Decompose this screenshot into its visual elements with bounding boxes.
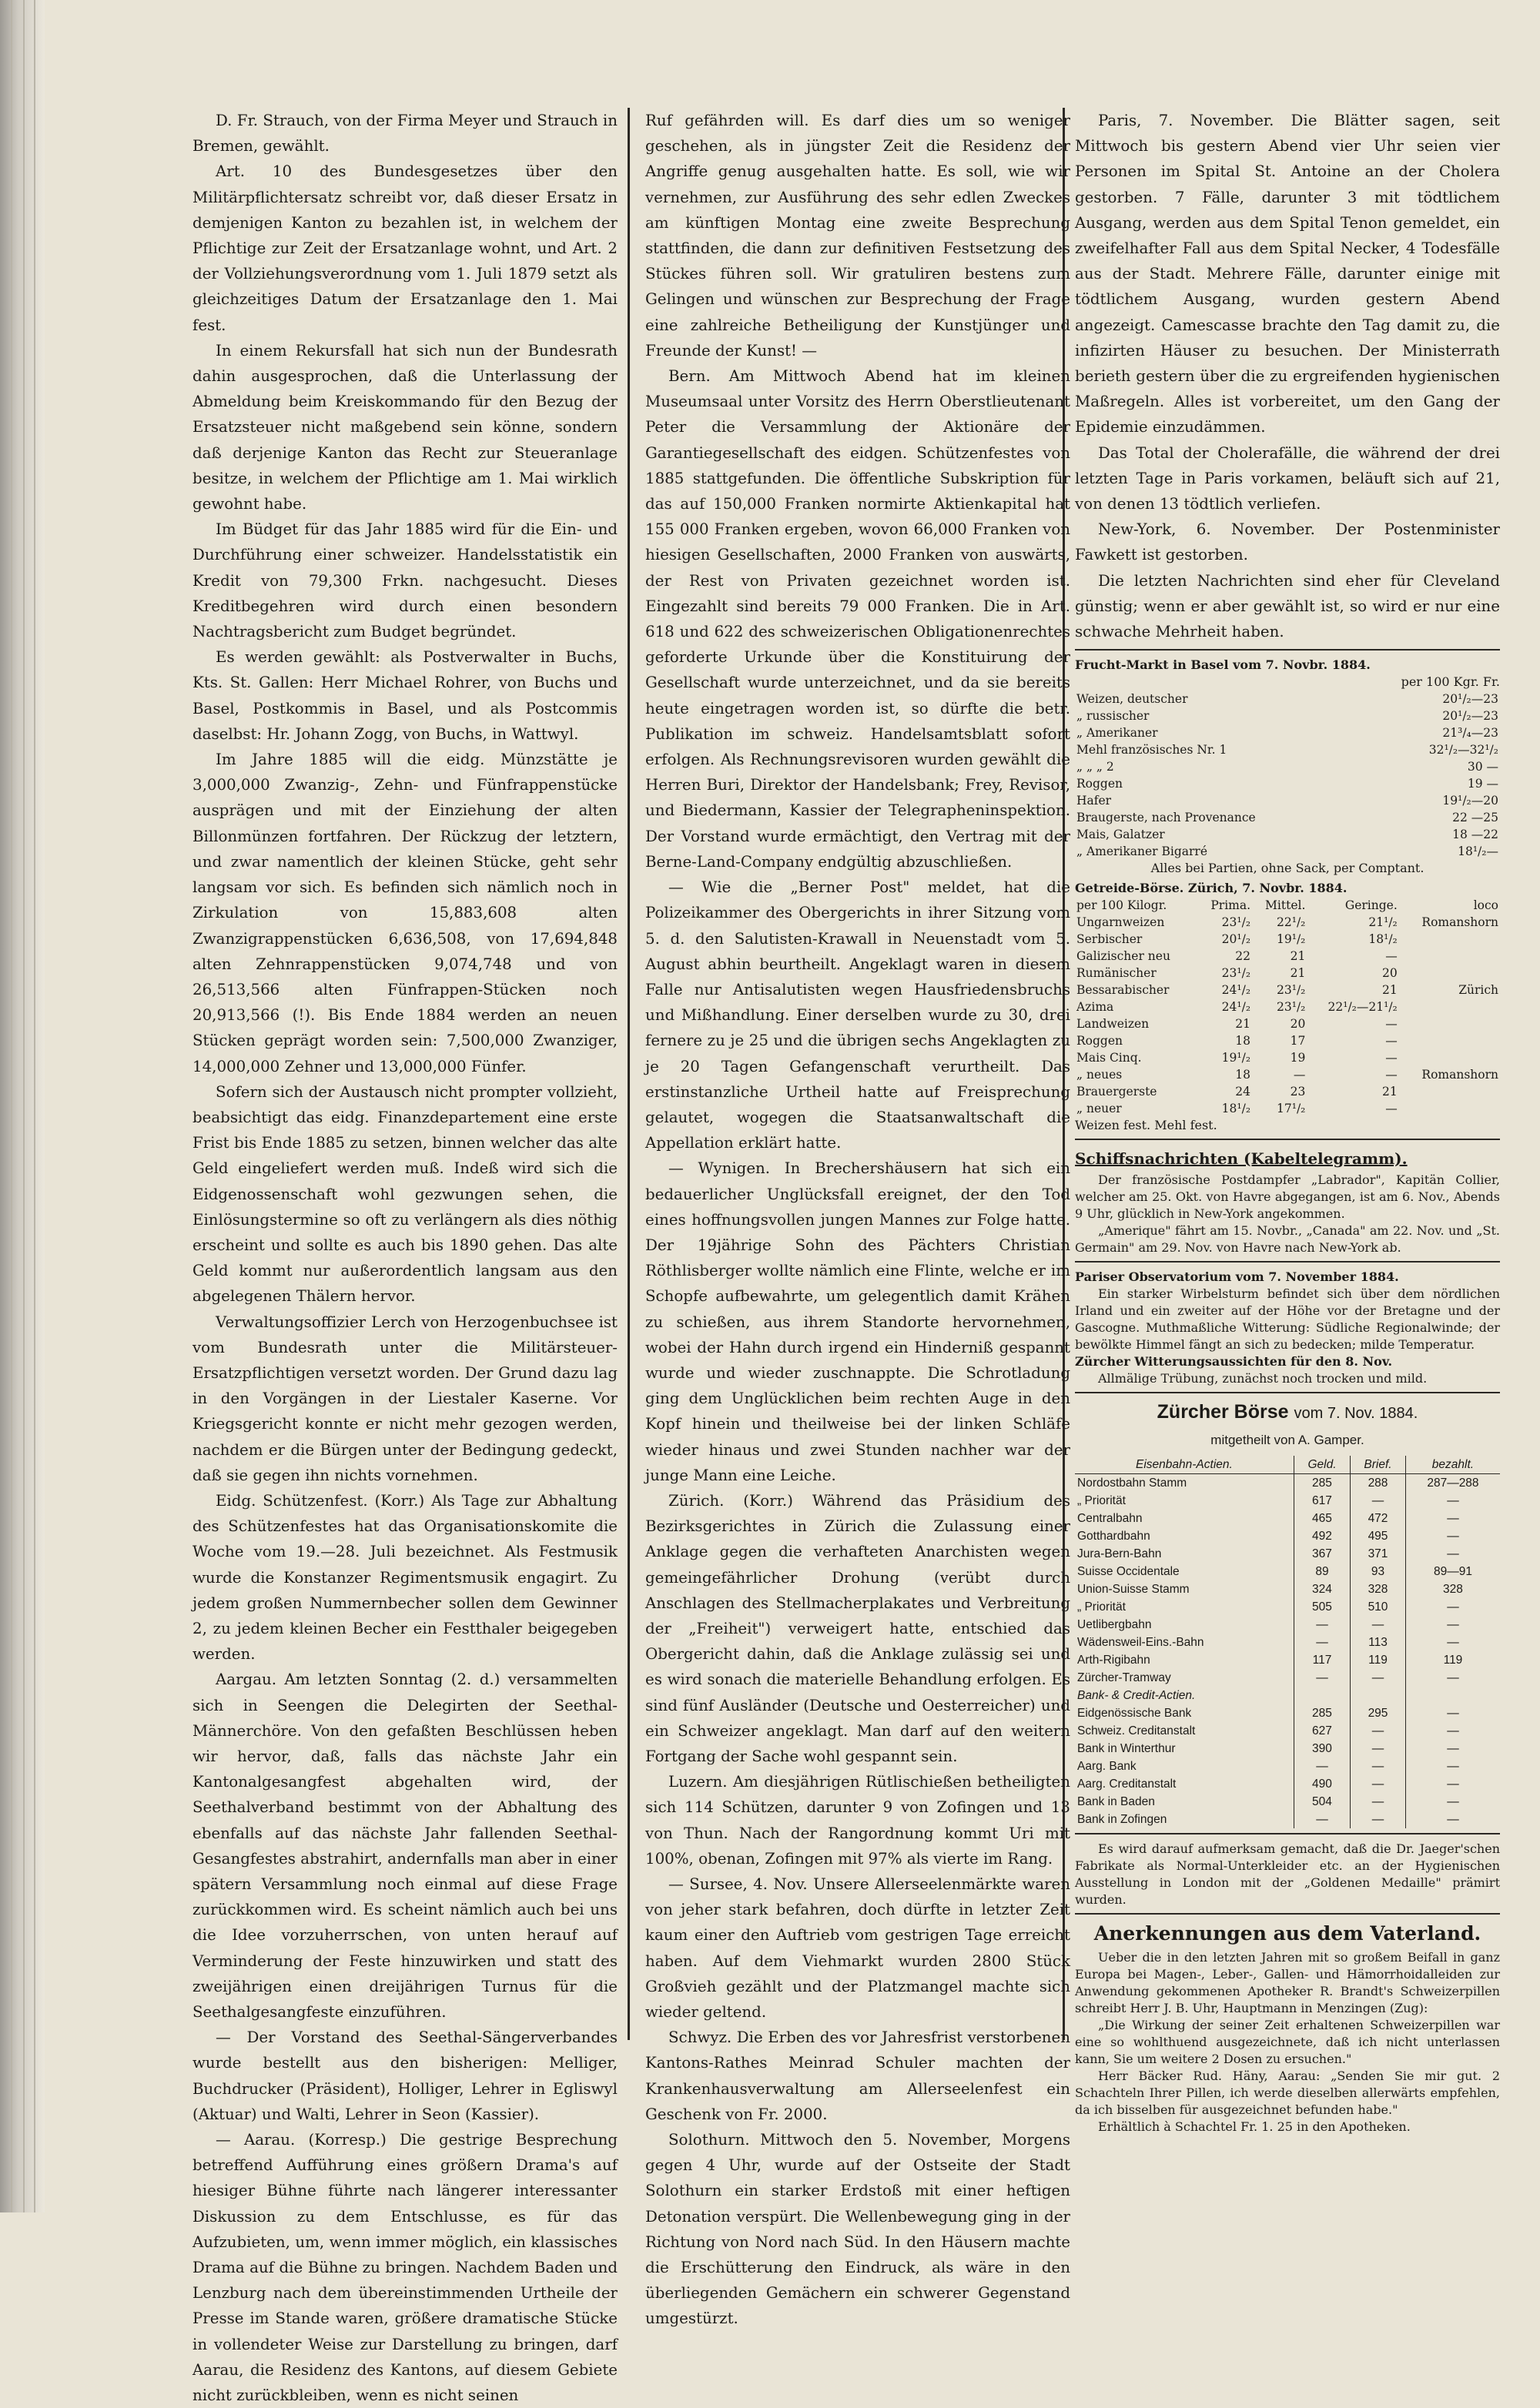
getreide-cell xyxy=(1399,1083,1500,1100)
boerse-cell: — xyxy=(1447,1794,1459,1808)
boerse-row xyxy=(1075,1775,1500,1793)
article-paragraph: — Wynigen. In Brechershäusern hat sich ein bedauerlicher Unglücksfall ereignet, der den Tod eines hoffnungsvollen jungen Mannes zur Folge hatte. Der 19jährige Sohn des Pächters Christian Röthlisberger wollte nämlich eine Flinte, welche er im Schopfe aufbewahrte, um gelegentlich damit Krähen zu schießen, aus ihrem Standorte hervornehmen, wobei der Hahn durch irgend ein Hinderniß gespannt wurde und wieder zuschnappte. Die Schrotladung ging dem Unglücklichen beim rechten Auge in den Kopf hinein und theilweise bei der linken Schläfe wieder hinaus und zwei Stunden nachher war der junge Mann eine Leiche. xyxy=(645,1159,1070,1484)
article-paragraph: Aargau. Am letzten Sonntag (2. d.) versammelten sich in Seengen die Delegirten der Seethal-Männerchöre. Von den gefaßten Beschlüssen heben wir hervor, daß, falls das nächste Jahr ein Kantonalgesangfest abgehalten wird, der Seethalverband bestimmt von der Abhaltung des ebenfalls auf das nächste Jahr fallenden Seethal-Gesangfestes abstrahirt, andernfalls man aber in einer spätern Versammlung noch einmal auf diese Frage zurückkommen wird. Es scheint nämlich auch bei uns die Idee vorzuherrschen, von unten herauf auf Verminderung der Feste hinzuwirken und statt des zweijährigen einen dreijährigen Turnus für die Seethalgesangfeste einzuführen. xyxy=(192,1671,618,2022)
boerse-header-row xyxy=(1075,1456,1500,1474)
column-3 xyxy=(1075,108,1500,2186)
boerse-section-row xyxy=(1075,1687,1500,1704)
commodity-price: 18¹/₂— xyxy=(1458,844,1498,859)
commodity-name: Weizen, deutscher xyxy=(1076,692,1188,707)
anerkennungen-p1: Ueber die in den letzten Jahren mit so großem Beifall in ganz Europa bei Magen-, Leber-, Gallen- und Hämorrhoidalleiden zur Anwendung gekommenen Apotheker R. Brandt's Schweizerpillen schreibt Herr J. B. Uhr, Hauptmann in Menzingen (Zug): xyxy=(1075,1950,1500,2016)
article-paragraph: In einem Rekursfall hat sich nun der Bundesrath dahin ausgesprochen, daß die Unterlassung der Abmeldung beim Kreiskommando für den Bezug der Ersatzsteuer nicht maßgebend sein könne, sondern daß derjenige Kanton das Recht zur Steueranlage besitze, in welchem der Pflichtige am 1. Mai wirklich gewohnt habe. xyxy=(192,341,618,513)
boerse-cell: Arth-Rigibahn xyxy=(1075,1651,1294,1669)
separator xyxy=(1075,649,1500,650)
boerse-cell: 328 xyxy=(1351,1580,1406,1598)
witterung-title: Zürcher Witterungsaussichten für den 8. Nov. xyxy=(1075,1354,1393,1370)
article-paragraph: Luzern. Am diesjährigen Rütlischießen betheiligten sich 114 Schützen, darunter 9 von Zofingen und 13 von Thun. Nach der Rangordnung kommt Uri mit 100%, obenan, Zofingen mit 97% als vierte im Rang. xyxy=(645,1773,1070,1868)
getreide-cell: — xyxy=(1385,1017,1398,1032)
column-rule xyxy=(628,108,630,2040)
getreide-title: Getreide-Börse. Zürich, 7. Novbr. 1884. xyxy=(1075,881,1348,896)
boerse-cell: 505 xyxy=(1294,1598,1350,1616)
boerse-row xyxy=(1075,1563,1500,1580)
boerse-cell: — xyxy=(1351,1669,1406,1687)
getreide-row xyxy=(1075,1083,1500,1100)
getreide-cell: 22¹/₂ xyxy=(1277,915,1306,930)
getreide-header: Prima. xyxy=(1210,898,1251,913)
article-paragraph: Eidg. Schützenfest. (Korr.) Als Tage zur Abhaltung des Schützenfestes hat das Organisationskomite die Woche vom 19.—28. Juli bezeichnet. Als Festmusik wurde die Konstanzer Regimentsmusik engagirt. Zu jedem großen Nummernbecher sollen dem Gewinner 2, zu jedem kleinen Becher ein Festthaler beigegeben werden. xyxy=(192,1491,618,1664)
boerse-row xyxy=(1075,1811,1500,1828)
getreide-cell: 21 xyxy=(1290,966,1306,981)
getreide-cell: — xyxy=(1385,1034,1398,1048)
boerse-cell: 89—91 xyxy=(1433,1564,1472,1578)
boerse-cell: — xyxy=(1447,1635,1459,1649)
boerse-cell: 93 xyxy=(1351,1563,1406,1580)
getreide-cell: 24¹/₂ xyxy=(1221,983,1251,998)
commodity-name: „ Amerikaner xyxy=(1076,726,1158,741)
boerse-cell: 288 xyxy=(1351,1473,1406,1492)
getreide-cell: — xyxy=(1385,1068,1398,1082)
boerse-cell: 89 xyxy=(1294,1563,1350,1580)
boerse-cell: — xyxy=(1447,1547,1459,1560)
boerse-cell: — xyxy=(1447,1617,1459,1631)
fruchtmarkt-row xyxy=(1075,826,1500,843)
getreide-row xyxy=(1075,1032,1500,1049)
getreide-cell: 20 xyxy=(1382,966,1398,981)
boerse-cell: — xyxy=(1351,1775,1406,1793)
fruchtmarkt-row xyxy=(1075,707,1500,724)
boerse-cell: — xyxy=(1351,1811,1406,1828)
getreide-cell: Roggen xyxy=(1076,1034,1123,1048)
fruchtmarkt-title: Frucht-Markt in Basel vom 7. Novbr. 1884. xyxy=(1075,657,1371,673)
boerse-cell: — xyxy=(1447,1724,1459,1737)
article-paragraph: Zürich. (Korr.) Während das Präsidium des Bezirksgerichtes in Zürich die Zulassung einer Anklage gegen die verhafteten Anarchisten wegen gemeingefährlicher Drohung (verübt durch Anschlagen des Stellmacherplakates und Verbreitung der „Freiheit") verweigert hatte, entschied das Obergericht dahin, daß die Anklage zulässig sei und es wird sonach die materielle Behandlung erfolgen. Es sind fünf Ausländer (Deutsche und Oesterreicher) und ein Schweizer angeklagt. Man darf auf den weitern Fortgang der Sache wohl gespannt sein. xyxy=(645,1491,1070,1765)
boerse-cell: 617 xyxy=(1294,1492,1350,1510)
commodity-price: 30 — xyxy=(1467,760,1498,774)
boerse-cell: — xyxy=(1447,1493,1459,1507)
boerse-cell: Gotthardbahn xyxy=(1075,1527,1294,1545)
commodity-price: 18 —22 xyxy=(1452,828,1498,842)
schiff-text-2: „Amerique" fährt am 15. Novbr., „Canada" am 22. Nov. und „St. Germain" am 29. Nov. von Havre nach New-York ab. xyxy=(1075,1223,1500,1256)
fruchtmarkt-row xyxy=(1075,809,1500,826)
boerse-row xyxy=(1075,1740,1500,1758)
getreide-header: loco xyxy=(1473,898,1498,913)
getreide-cell: 23¹/₂ xyxy=(1277,983,1306,998)
commodity-name: „ russischer xyxy=(1076,709,1150,724)
getreide-cell: — xyxy=(1385,1102,1398,1116)
boerse-cell: 472 xyxy=(1351,1510,1406,1527)
boerse-cell: Centralbahn xyxy=(1075,1510,1294,1527)
commodity-price: 19¹/₂—20 xyxy=(1442,794,1498,808)
boerse-row xyxy=(1075,1758,1500,1775)
boerse-row xyxy=(1075,1598,1500,1616)
getreide-row xyxy=(1075,998,1500,1015)
getreide-cell: Rumänischer xyxy=(1076,966,1157,981)
fruchtmarkt-unit: per 100 Kgr. Fr. xyxy=(1401,674,1500,690)
boerse-cell: 504 xyxy=(1294,1793,1350,1811)
observatorium-title: Pariser Observatorium vom 7. November 1884. xyxy=(1075,1269,1399,1285)
anerkennungen-p2: „Die Wirkung der seiner Zeit erhaltenen Schweizerpillen war eine so wohlthuend ausgezeichnete, daß ich nicht unterlassen kann, Sie um weitere 2 Dosen zu ersuchen." xyxy=(1075,2018,1500,2067)
commodity-price: 32¹/₂—32¹/₂ xyxy=(1428,743,1498,758)
getreide-cell: 24¹/₂ xyxy=(1221,1000,1251,1015)
getreide-cell: 18 xyxy=(1235,1034,1251,1048)
boerse-cell: 367 xyxy=(1294,1545,1350,1563)
commodity-name: Mehl französisches Nr. 1 xyxy=(1076,743,1227,758)
getreide-row xyxy=(1075,965,1500,982)
commodity-name: „ Amerikaner Bigarré xyxy=(1076,844,1208,859)
getreide-cell xyxy=(1399,1032,1500,1049)
boerse-cell: 324 xyxy=(1294,1580,1350,1598)
boerse-row xyxy=(1075,1616,1500,1634)
getreide-cell: 24 xyxy=(1235,1085,1251,1099)
boerse-row xyxy=(1075,1669,1500,1687)
article-paragraph: Ruf gefährden will. Es darf dies um so weniger geschehen, als in jüngster Zeit die Residenz der Angriffe genug ausgehalten hatte. Es soll, wie wir vernehmen, zur Ausführung des sehr edlen Zweckes am künftigen Montag eine zweite Besprechung stattfinden, die dann zur definitiven Festsetzung des Stückes führen soll. Wir gratuliren bestens zum Gelingen und wünschen zur Besprechung der Frage eine zahlreiche Betheiligung der Kunstjünger und Freunde der Kunst! — xyxy=(645,112,1070,360)
article-paragraph: Es werden gewählt: als Postverwalter in Buchs, Kts. St. Gallen: Herr Michael Rohrer, von Buchs und Basel, Postkommis in Basel, und als Postcommis daselbst: Hr. Johann Zogg, von Buchs, in Wattwyl. xyxy=(192,648,618,743)
boerse-cell: 285 xyxy=(1294,1473,1350,1492)
getreide-cell: Romanshorn xyxy=(1421,1068,1498,1082)
getreide-cell: „ neues xyxy=(1076,1068,1123,1082)
boerse-cell: Bank in Winterthur xyxy=(1075,1740,1294,1758)
getreide-cell: — xyxy=(1385,949,1398,964)
commodity-price: 20¹/₂—23 xyxy=(1442,692,1498,707)
getreide-row xyxy=(1075,1100,1500,1117)
article-paragraph: Solothurn. Mittwoch den 5. November, Morgens gegen 4 Uhr, wurde auf der Ostseite der Stadt Solothurn ein starker Erdstoß mit einer heftigen Detonation verspürt. Die Wellenbewegung ging in der Richtung von Nord nach Süd. In den Häusern machte die Erschütterung den Eindruck, als wäre in den überliegenden Gemächern ein schwerer Gegenstand umgestürzt. xyxy=(645,2131,1070,2328)
getreide-cell xyxy=(1399,948,1500,965)
separator xyxy=(1075,1261,1500,1263)
schiff-title: Schiffsnachrichten (Kabeltelegramm). xyxy=(1075,1149,1408,1169)
fruchtmarkt-row xyxy=(1075,691,1500,707)
getreide-cell: 23¹/₂ xyxy=(1221,915,1251,930)
boerse-cell: Union-Suisse Stamm xyxy=(1075,1580,1294,1598)
boerse-row xyxy=(1075,1722,1500,1740)
getreide-cell: 20 xyxy=(1290,1017,1306,1032)
boerse-cell: Schweiz. Creditanstalt xyxy=(1075,1722,1294,1740)
separator xyxy=(1075,1392,1500,1393)
boerse-header: bezahlt. xyxy=(1405,1456,1500,1474)
article-paragraph: Im Büdget für das Jahr 1885 wird für die Ein- und Durchführung einer schweizer. Handelsstatistik ein Kredit von 79,300 Frkn. nachgesucht. Dieses Kreditbegehren wird durch einen besondern Nachtragsbericht zum Budget begründet. xyxy=(192,520,618,641)
getreide-cell: Zürich xyxy=(1458,983,1498,998)
fruchtmarkt-row xyxy=(1075,724,1500,741)
getreide-cell: 19¹/₂ xyxy=(1277,932,1306,947)
boerse-cell: 328 xyxy=(1443,1582,1463,1596)
separator xyxy=(1075,1139,1500,1140)
getreide-note: Weizen fest. Mehl fest. xyxy=(1075,1118,1217,1133)
commodity-name: Braugerste, nach Provenance xyxy=(1076,811,1256,825)
boerse-row xyxy=(1075,1545,1500,1563)
boerse-cell: Jura-Bern-Bahn xyxy=(1075,1545,1294,1563)
article-paragraph: Im Jahre 1885 will die eidg. Münzstätte je 3,000,000 Zwanzig-, Zehn- und Fünfrappenstücke ausprägen und mit der Einziehung der alten Billonmünzen fortfahren. Der Rückzug der letztern, und zwar namentlich der kleinen Stücke, geht sehr langsam vor sich. Es befinden sich nämlich noch in Zirkulation von 15,883,608 alten Zwanzigrappenstücken 6,636,508, von 17,694,848 alten Zehnrappenstücken 9,074,748 und von 26,513,566 alten Fünfrappen-Stücken noch 20,913,566 (!). Bis Ende 1884 werden an neuen Stücken geprägt worden sein: 7,500,000 Zwanziger, 14,000,000 Zehner und 13,000,000 Fünfer. xyxy=(192,751,618,1075)
boerse-cell: — xyxy=(1351,1740,1406,1758)
boerse-cell: 119 xyxy=(1351,1651,1406,1669)
getreide-cell xyxy=(1399,931,1500,948)
getreide-cell: „ neuer xyxy=(1076,1102,1122,1116)
boerse-row xyxy=(1075,1510,1500,1527)
getreide-header: per 100 Kilogr. xyxy=(1076,898,1167,913)
getreide-cell: 21 xyxy=(1290,949,1306,964)
boerse-cell: 113 xyxy=(1351,1634,1406,1651)
commodity-price: 21³/₄—23 xyxy=(1442,726,1498,741)
boerse-title xyxy=(1075,1400,1500,1426)
commodity-name: Roggen xyxy=(1076,777,1123,791)
fruchtmarkt-note: Alles bei Partien, ohne Sack, per Comptant. xyxy=(1150,861,1424,876)
boerse-cell: — xyxy=(1351,1758,1406,1775)
jaeger-notice: Es wird darauf aufmerksam gemacht, daß die Dr. Jaeger'schen Fabrikate als Normal-Unterkleider etc. an der Hygienischen Ausstellung in London mit der „Goldenen Medaille" prämirt wurden. xyxy=(1075,1841,1500,1907)
getreide-cell: 17¹/₂ xyxy=(1277,1102,1306,1116)
anerkennungen-title: Anerkennungen aus dem Vaterland. xyxy=(1093,1921,1481,1945)
getreide-cell xyxy=(1399,998,1500,1015)
boerse-cell: — xyxy=(1351,1722,1406,1740)
boerse-cell: — xyxy=(1447,1529,1459,1543)
boerse-cell: 495 xyxy=(1351,1527,1406,1545)
fruchtmarkt-row xyxy=(1075,775,1500,792)
boerse-cell-empty xyxy=(1294,1687,1350,1704)
boerse-title-date: vom 7. Nov. 1884. xyxy=(1294,1405,1418,1423)
boerse-title-strong: Zürcher Börse xyxy=(1157,1401,1289,1423)
boerse-cell: 117 xyxy=(1294,1651,1350,1669)
boerse-cell-empty xyxy=(1351,1687,1406,1704)
getreide-cell: 23¹/₂ xyxy=(1277,1000,1306,1015)
boerse-cell: 492 xyxy=(1294,1527,1350,1545)
boerse-cell: — xyxy=(1351,1793,1406,1811)
boerse-cell: — xyxy=(1447,1511,1459,1525)
getreide-row xyxy=(1075,914,1500,931)
boerse-cell: — xyxy=(1294,1811,1350,1828)
getreide-cell: 21 xyxy=(1382,1085,1398,1099)
boerse-cell: Wädensweil-Eins.-Bahn xyxy=(1075,1634,1294,1651)
getreide-cell: 19¹/₂ xyxy=(1221,1051,1251,1065)
getreide-row xyxy=(1075,948,1500,965)
boerse-cell: Bank in Baden xyxy=(1075,1793,1294,1811)
getreide-cell: Serbischer xyxy=(1076,932,1143,947)
boerse-cell: Uetlibergbahn xyxy=(1075,1616,1294,1634)
article-new-york: New-York, 6. November. Der Postenminister Fawkett ist gestorben. xyxy=(1075,520,1500,564)
getreide-row xyxy=(1075,1049,1500,1066)
column-1 xyxy=(192,108,618,2405)
getreide-cell: Ungarnweizen xyxy=(1076,915,1165,930)
boerse-cell: — xyxy=(1447,1741,1459,1755)
getreide-table xyxy=(1075,897,1500,1117)
getreide-cell: Galizischer neu xyxy=(1076,949,1170,964)
getreide-header: Geringe. xyxy=(1344,898,1398,913)
boerse-cell: 465 xyxy=(1294,1510,1350,1527)
boerse-cell: — xyxy=(1294,1616,1350,1634)
boerse-cell: — xyxy=(1294,1634,1350,1651)
getreide-cell: Bessarabischer xyxy=(1076,983,1170,998)
boerse-cell: 371 xyxy=(1351,1545,1406,1563)
boerse-cell: — xyxy=(1447,1671,1459,1684)
boerse-cell: Aarg. Creditanstalt xyxy=(1075,1775,1294,1793)
boerse-cell: — xyxy=(1447,1706,1459,1720)
boerse-subtitle: mitgetheilt von A. Gamper. xyxy=(1210,1432,1364,1447)
commodity-price: 22 —25 xyxy=(1452,811,1498,825)
getreide-cell: 23 xyxy=(1290,1085,1306,1099)
article-cholera-total: Das Total der Cholerafälle, die während der drei letzten Tage in Paris vorkamen, beläuft sich auf 21, von denen 13 tödtlich verliefen. xyxy=(1075,443,1500,513)
boerse-cell: Bank in Zofingen xyxy=(1075,1811,1294,1828)
article-paragraph: — Aarau. (Korresp.) Die gestrige Besprechung betreffend Aufführung eines größern Drama's auf hiesiger Bühne führte nach längerer interessanter Diskussion zu dem Entschlusse, es für das Aufzubieten, um, wenn immer möglich, ein klassisches Drama auf die Bühne zu bringen. Nachdem Baden und Lenzburg nach dem übereinstimmenden Urtheile der Presse im Stande waren, größere dramatische Stücke in vollendeter Weise zur Darstellung zu bringen, darf Aarau, die Residenz des Kantons, auf diesem Gebiete nicht zurückbleiben, wenn es nicht seinen xyxy=(192,2131,618,2405)
getreide-cell: 22¹/₂—21¹/₂ xyxy=(1327,1000,1398,1015)
boerse-row xyxy=(1075,1793,1500,1811)
boerse-row xyxy=(1075,1492,1500,1510)
getreide-cell: — xyxy=(1293,1068,1306,1082)
fruchtmarkt-row xyxy=(1075,758,1500,775)
article-paragraph: Art. 10 des Bundesgesetzes über den Militärpflichtersatz schreibt vor, daß dieser Ersatz in demjenigen Kanton zu bezahlen ist, in welchem der Pflichtige zur Zeit der Ersatzanlage wohnt, und Art. 2 der Vollziehungsverordnung vom 1. Juli 1879 setzt als gleichzeitiges Datum der Ersatzanlage den 1. Mai fest. xyxy=(192,162,618,334)
getreide-cell: Azima xyxy=(1076,1000,1114,1015)
boerse-cell: — xyxy=(1351,1492,1406,1510)
getreide-cell: 18¹/₂ xyxy=(1368,932,1398,947)
boerse-cell: — xyxy=(1447,1600,1459,1614)
getreide-cell: 18 xyxy=(1235,1068,1251,1082)
article-paragraph: D. Fr. Strauch, von der Firma Meyer und Strauch in Bremen, gewählt. xyxy=(192,112,618,156)
getreide-row xyxy=(1075,982,1500,998)
article-paragraph: Verwaltungsoffizier Lerch von Herzogenbuchsee ist vom Bundesrath unter die Militärsteuer-Ersatzpflichtigen versetzt worden. Der Grund dazu lag in den Vorgängen in der Liestaler Kaserne. Vor Kriegsgericht konnte er nicht mehr gezogen werden, nachdem er die Bürgen unter der Bedingung gedeckt, daß sie gegen ihn nichts vornehmen. xyxy=(192,1313,618,1484)
anerkennungen-p4: Erhältlich à Schachtel Fr. 1. 25 in den Apotheken. xyxy=(1098,2119,1411,2135)
commodity-name: Mais, Galatzer xyxy=(1076,828,1165,842)
getreide-cell xyxy=(1399,1015,1500,1032)
boerse-header: Geld. xyxy=(1294,1456,1350,1474)
fruchtmarkt-row xyxy=(1075,843,1500,860)
getreide-cell: 21¹/₂ xyxy=(1368,915,1398,930)
getreide-cell: Landweizen xyxy=(1076,1017,1150,1032)
boerse-header: Brief. xyxy=(1351,1456,1406,1474)
anerkennungen-p3: Herr Bäcker Rud. Häny, Aarau: „Senden Sie mir gut. 2 Schachteln Ihrer Pillen, ich werde dieselben allerwärts empfehlen, da ich bisselben für ausgezeichnet befunden habe." xyxy=(1075,2069,1500,2118)
getreide-cell: 23¹/₂ xyxy=(1221,966,1251,981)
getreide-cell: 21 xyxy=(1382,983,1398,998)
getreide-cell: — xyxy=(1385,1051,1398,1065)
article-paris: Paris, 7. November. Die Blätter sagen, seit Mittwoch bis gestern Abend vier Uhr seien vier Personen im Spital St. Antoine an der Cholera gestorben. 7 Fälle, darunter 3 mit tödtlichem Ausgang, werden aus dem Spital Tenon gemeldet, ein zweifelhafter Fall aus dem Spital Necker, 4 Todesfälle aus der Stadt. Mehrere Fälle, darunter einige mit tödtlichem Ausgang, wurden gestern Abend angezeigt. Camescasse brachte den Tag damit zu, die infizirten Häuser zu besuchen. Der Ministerrath berieth gestern über die zu ergreifenden hygienischen Maßregeln. Alles ist vorbereitet, um den Gang der Epidemie einzudämmen. xyxy=(1075,112,1500,436)
boerse-cell: 490 xyxy=(1294,1775,1350,1793)
boerse-cell: Nordostbahn Stamm xyxy=(1075,1473,1294,1492)
boerse-cell: 285 xyxy=(1294,1704,1350,1722)
boerse-row xyxy=(1075,1651,1500,1669)
boerse-cell: 119 xyxy=(1443,1653,1463,1667)
boerse-cell: Zürcher-Tramway xyxy=(1075,1669,1294,1687)
getreide-row xyxy=(1075,931,1500,948)
getreide-row xyxy=(1075,1066,1500,1083)
article-paragraph: Sofern sich der Austausch nicht prompter vollzieht, beabsichtigt das eidg. Finanzdepartement eine erste Frist bis Ende 1885 zu setzen, binnen welcher das alte Geld eingeliefert werden muß. Indeß wird sich die Eidgenossenschaft wohl gezwungen sehen, die Einlösungstermine so oft zu verlängern als dies nöthig erscheint und sollte es auch bis 1890 gehen. Das alte Geld kommt nur außerordentlich langsam aus den abgelegenen Thälern hervor. xyxy=(192,1082,618,1306)
boerse-cell: Suisse Occidentale xyxy=(1075,1563,1294,1580)
boerse-cell: 287—288 xyxy=(1427,1476,1479,1490)
getreide-cell: 22 xyxy=(1235,949,1251,964)
boerse-header: Eisenbahn-Actien. xyxy=(1075,1456,1294,1474)
getreide-cell: Mais Cinq. xyxy=(1076,1051,1142,1065)
fruchtmarkt-table xyxy=(1075,691,1500,860)
boerse-row xyxy=(1075,1527,1500,1545)
boerse-cell: — xyxy=(1447,1759,1459,1773)
boerse-cell: — xyxy=(1294,1669,1350,1687)
article-cleveland: Die letzten Nachrichten sind eher für Cleveland günstig; wenn er aber gewählt ist, so wird er nur eine schwache Mehrheit haben. xyxy=(1075,571,1500,641)
boerse-cell: „ Priorität xyxy=(1075,1492,1294,1510)
fruchtmarkt-row xyxy=(1075,792,1500,809)
article-paragraph: — Wie die „Berner Post" meldet, hat die Polizeikammer des Obergerichts in ihrer Sitzung vom 5. d. den Salutisten-Krawall in Neuenstadt vom 5. August abhin beurtheilt. Angeklagt waren in diesem Falle nur Antisalutisten wegen Hausfriedensbruchs und Mißhandlung. Einer derselben wurde zu 30, drei fernere zu je 25 und die übrigen sechs Angeklagten zu je 20 Tagen Gefangenschaft verurtheilt. Das erstinstanzliche Urtheil hatte auf Freisprechung gelautet, wogegen die Staatsanwaltschaft die Appellation erklärt hatte. xyxy=(645,878,1070,1152)
boerse-row xyxy=(1075,1634,1500,1651)
boerse-table xyxy=(1075,1456,1500,1828)
boerse-cell: Eidgenössische Bank xyxy=(1075,1704,1294,1722)
article-paragraph: — Der Vorstand des Seethal-Sängerverbandes wurde bestellt aus den bisherigen: Melliger, Buchdrucker (Präsident), Holliger, Lehrer in Egliswyl (Aktuar) und Walti, Lehrer in Seon (Kassier). xyxy=(192,2028,618,2123)
column-2 xyxy=(645,108,1070,2328)
commodity-price: 19 — xyxy=(1467,777,1498,791)
getreide-header-row xyxy=(1075,897,1500,914)
boerse-cell: 390 xyxy=(1294,1740,1350,1758)
boerse-cell: — xyxy=(1351,1616,1406,1634)
witterung-text: Allmälige Trübung, zunächst noch trocken und mild. xyxy=(1098,1371,1428,1386)
article-paragraph: Schwyz. Die Erben des vor Jahresfrist verstorbenen Kantons-Rathes Meinrad Schuler machten der Krankenhausverwaltung am Allerseelenfest ein Geschenk von Fr. 2000. xyxy=(645,2028,1070,2123)
getreide-row xyxy=(1075,1015,1500,1032)
fruchtmarkt-row xyxy=(1075,741,1500,758)
getreide-cell: 19 xyxy=(1290,1051,1306,1065)
getreide-cell xyxy=(1399,1049,1500,1066)
getreide-cell: 17 xyxy=(1290,1034,1306,1048)
boerse-row xyxy=(1075,1580,1500,1598)
boerse-cell: Aarg. Bank xyxy=(1075,1758,1294,1775)
separator xyxy=(1075,1913,1500,1915)
boerse-row xyxy=(1075,1704,1500,1722)
schiff-text-1: Der französische Postdampfer „Labrador", Kapitän Collier, welcher am 25. Okt. von Havre abgegangen, ist am 6. Nov., Abends 9 Uhr, glücklich in New-York angekommen. xyxy=(1075,1172,1500,1222)
commodity-name: „ „ „ 2 xyxy=(1076,760,1114,774)
boerse-cell: — xyxy=(1447,1777,1459,1791)
getreide-cell xyxy=(1399,1100,1500,1117)
boerse-cell-empty xyxy=(1405,1687,1500,1704)
commodity-name: Hafer xyxy=(1076,794,1112,808)
getreide-cell xyxy=(1399,965,1500,982)
commodity-price: 20¹/₂—23 xyxy=(1442,709,1498,724)
getreide-cell: Brauergerste xyxy=(1076,1085,1157,1099)
getreide-cell: 20¹/₂ xyxy=(1221,932,1251,947)
separator xyxy=(1075,1833,1500,1834)
getreide-cell: 18¹/₂ xyxy=(1221,1102,1251,1116)
boerse-cell: „ Priorität xyxy=(1075,1598,1294,1616)
getreide-header: Mittel. xyxy=(1265,898,1306,913)
getreide-cell: Romanshorn xyxy=(1421,915,1498,930)
getreide-cell: 21 xyxy=(1235,1017,1251,1032)
boerse-cell: — xyxy=(1294,1758,1350,1775)
boerse-row xyxy=(1075,1473,1500,1492)
boerse-section-label: Bank- & Credit-Actien. xyxy=(1075,1687,1294,1704)
article-paragraph: Bern. Am Mittwoch Abend hat im kleinen Museumsaal unter Vorsitz des Herrn Oberstlieutenant Peter die Versammlung der Aktionäre der Garantiegesellschaft des eidgen. Schützenfestes von 1885 stattgefunden. Die öffentliche Subskription für das auf 150,000 Franken normirte Aktienkapital hat 155 000 Franken ergeben, wovon 66,000 Franken von hiesigen Gesellschaften, 2000 Franken von auswärts, der Rest von Privaten gezeichnet worden ist. Eingezahlt sind bereits 79 000 Franken. Die in Art. 618 und 622 des schweizerischen Obligationenrechtes geforderte Urkunde über die Konstituirung der Gesellschaft wurde unterzeichnet, und da sie bereits heute eingetragen worden ist, so dürfte die betr. Publikation im schweiz. Handelsamtsblatt sofort erfolgen. Als Rechnungsrevisoren wurden gewählt die Herren Buri, Direktor der Handelsbank; Frey, Revisor, und Biedermann, Kassier der Telegrapheninspektion. Der Vorstand wurde ermächtigt, den Vertrag mit der Berne-Land-Company endgültig abzuschließen. xyxy=(645,367,1070,871)
boerse-cell: 295 xyxy=(1351,1704,1406,1722)
boerse-cell: 510 xyxy=(1351,1598,1406,1616)
observatorium-text: Ein starker Wirbelsturm befindet sich über dem nördlichen Irland und ein zweiter auf der Höhe vor der Bretagne und der Gascogne. Muthmaßliche Witterung: Südliche Regionalwinde; der bewölkte Himmel fängt an sich zu bedecken; milde Temperatur. xyxy=(1075,1286,1500,1353)
boerse-cell: — xyxy=(1447,1812,1459,1826)
article-paragraph: — Sursee, 4. Nov. Unsere Allerseelenmärkte waren von jeher stark befahren, doch dürfte in letzter Zeit kaum einer den Auftrieb vom gestrigen Tage erreicht haben. Auf dem Viehmarkt wurden 2800 Stück Großvieh gezählt und der Platzmangel machte sich wieder geltend. xyxy=(645,1875,1070,2022)
boerse-cell: 627 xyxy=(1294,1722,1350,1740)
